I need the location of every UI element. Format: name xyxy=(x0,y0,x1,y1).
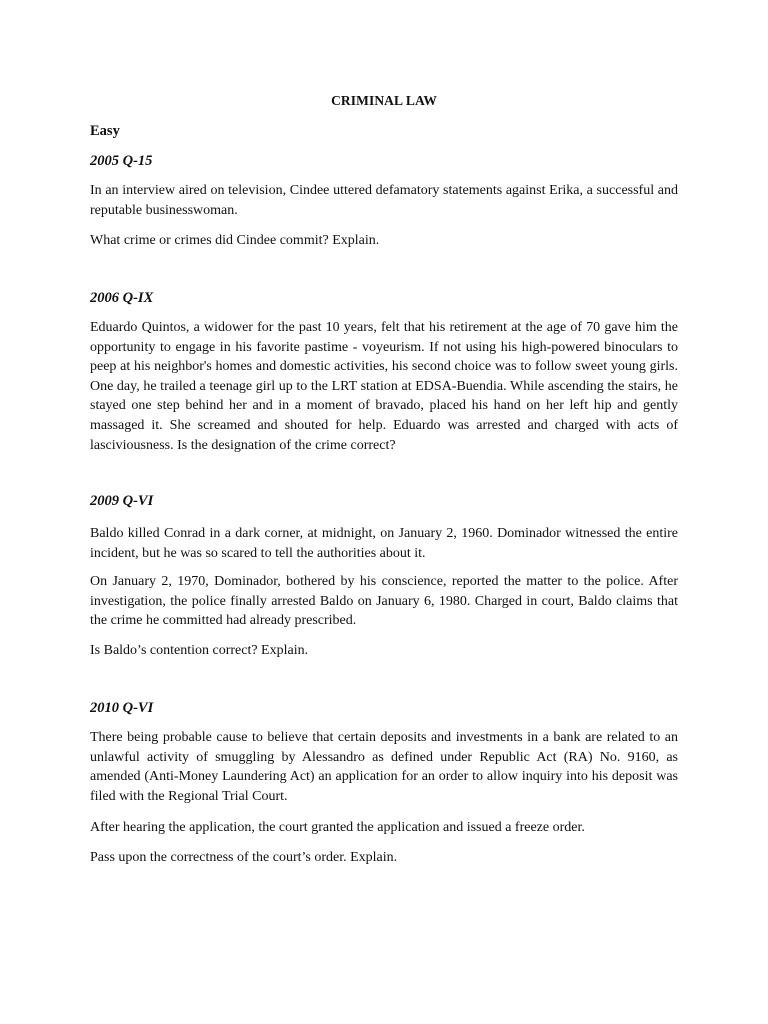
question-paragraph: There being probable cause to believe that certain deposits and investments in a bank are related to an unlawful activity of smuggling by Alessandro as defined under Republic Act (RA) No. 9160, as amended (Anti-Money Laundering Act) an application for an order to allow inquiry into his deposit was filed with the Regional Trial Court. xyxy=(90,730,678,804)
question-paragraph: After hearing the application, the court granted the application and issued a freeze order. xyxy=(90,820,585,835)
question-paragraph: In an interview aired on television, Cindee uttered defamatory statements against Erika, a successful and reputable businesswoman. xyxy=(90,183,678,218)
question-heading-2006-qix: 2006 Q-IX xyxy=(90,290,154,306)
question-prompt: Pass upon the correctness of the court’s order. Explain. xyxy=(90,850,398,865)
question-heading-2005-q15: 2005 Q-15 xyxy=(90,153,153,169)
question-paragraph: Eduardo Quintos, a widower for the past 10 years, felt that his retirement at the age of 70 gave him the opportunity to engage in his favorite pastime - voyeurism. If not using his high-powered binoculars to peep at his neighbor's homes and domestic activities, his second choice was to follow sweet young girls. One day, he trailed a teenage girl up to the LRT station at EDSA-Buendia. While ascending the stairs, he stayed one step behind her and in a moment of bravado, placed his hand on her left hip and gently massaged it. She screamed and shouted for help. Eduardo was arrested and charged with acts of lasciviousness. Is the designation of the crime correct? xyxy=(90,320,678,453)
question-prompt: What crime or crimes did Cindee commit? Explain. xyxy=(90,233,380,248)
difficulty-level: Easy xyxy=(90,123,120,139)
question-heading-2010-qvi: 2010 Q-VI xyxy=(90,700,154,716)
question-paragraph: On January 2, 1970, Dominador, bothered by his conscience, reported the matter to the police. After investigation, the police finally arrested Baldo on January 6, 1980. Charged in court, Baldo claims that the crime he committed had already prescribed. xyxy=(90,574,678,629)
question-prompt: Is Baldo’s contention correct? Explain. xyxy=(90,643,309,658)
question-heading-2009-qvi: 2009 Q-VI xyxy=(90,493,154,509)
question-paragraph: Baldo killed Conrad in a dark corner, at midnight, on January 2, 1960. Dominador witnessed the entire incident, but he was so scared to tell the authorities about it. xyxy=(90,526,678,561)
document-page xyxy=(90,0,678,1024)
document-title: CRIMINAL LAW xyxy=(331,93,437,108)
